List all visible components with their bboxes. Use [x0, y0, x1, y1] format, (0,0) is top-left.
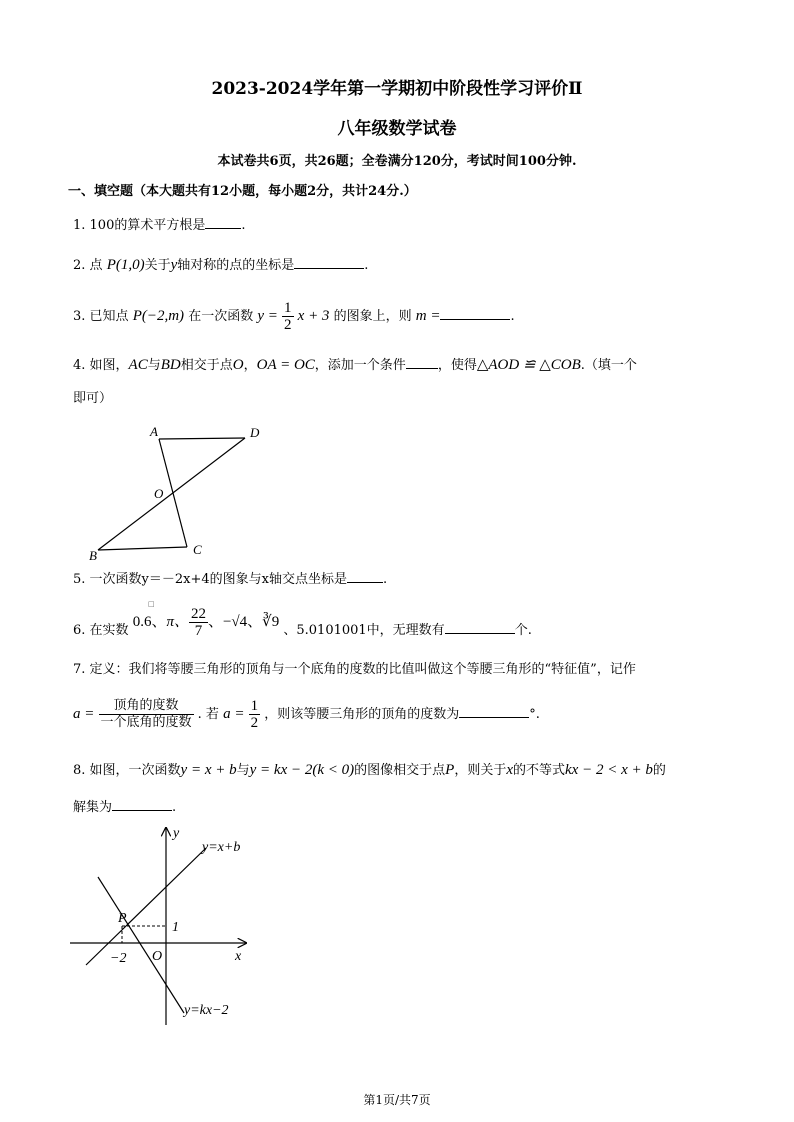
q8-pre: 8. 如图，一次函数	[73, 763, 181, 778]
q3-fraction: $\frac{1}{2}$	[284, 300, 292, 333]
q4-comma: ，	[243, 358, 257, 373]
q4-ac: AC	[128, 357, 148, 373]
answer-blank	[294, 254, 364, 269]
q3-post: 的图象上，则	[333, 309, 412, 324]
page-footer: 第1页/共7页	[363, 1093, 431, 1107]
label-c: C	[193, 542, 202, 557]
q8-p: P	[445, 762, 455, 778]
y-axis-label: y	[173, 826, 180, 841]
answer-blank	[347, 568, 383, 583]
q5-text: 5. 一次函数y＝－2x+4的图象与x轴交点坐标是	[73, 572, 347, 587]
q3-rhs: x + 3	[297, 308, 330, 324]
q4-bd: BD	[160, 357, 181, 373]
question-8-line2	[73, 796, 176, 818]
label-a: A	[150, 424, 158, 439]
point-p-label: P	[118, 911, 127, 926]
q1-text: 1. 100的算术平方根是	[73, 218, 206, 233]
question-4	[73, 354, 637, 376]
q7-a2: a =	[223, 706, 245, 722]
q8-mid3: 的不等式	[513, 763, 566, 778]
exam-info: 本试卷共6页，共26题；全卷满分120分，考试时间100分钟.	[217, 154, 577, 169]
q1-end: .	[241, 218, 246, 233]
q8-mid2: ，则关于	[454, 763, 507, 778]
line-y-kx-2	[98, 877, 184, 1013]
q7-mid: . 若	[197, 707, 219, 722]
question-2	[73, 254, 368, 276]
q4-line2: 即可）	[73, 391, 113, 406]
recurring-dot-mark: □	[148, 600, 155, 608]
q3-m: m =	[415, 308, 441, 324]
q4-triangles: △AOD ≌ △COB	[476, 357, 581, 373]
question-7-line1: 7. 定义：我们将等腰三角形的顶角与一个底角的度数的比值叫做这个等腰三角形的“特征值”，记作	[73, 662, 636, 677]
origin-label: O	[152, 949, 163, 964]
q2-point: P(1,0)	[106, 257, 145, 273]
q4-and: 与	[147, 358, 161, 373]
tick-neg2: −2	[110, 951, 127, 966]
q5-end: .	[382, 572, 388, 587]
q6-post: 、5.0101001中，无理数有	[283, 622, 445, 638]
figure-1	[80, 420, 280, 560]
q4-post2: ，使得	[437, 358, 477, 373]
q8-f1: y = x + b	[180, 762, 237, 778]
q3-lhs: y =	[257, 308, 278, 324]
q2-end: .	[364, 258, 369, 273]
q6-values: 0.6、π、 $\frac{22}{7}$ 、−√4、∛9	[132, 606, 280, 639]
tick-1: 1	[172, 920, 179, 935]
q3-mid: 在一次函数	[188, 309, 254, 324]
answer-blank	[205, 214, 241, 229]
q8-mid: 的图像相交于点	[354, 763, 446, 778]
question-8	[73, 760, 666, 781]
question-1	[73, 214, 246, 236]
answer-blank	[445, 619, 515, 634]
segment-bd	[98, 438, 245, 550]
q8-end2: .	[172, 800, 177, 815]
q8-line2: 解集为	[73, 800, 113, 815]
q8-end: 的	[652, 763, 666, 778]
q4-o: O	[232, 357, 244, 373]
q6-pre: 6. 在实数	[73, 622, 129, 638]
answer-blank	[440, 305, 510, 320]
q7-end: °.	[529, 707, 540, 722]
q2-post: 关于	[144, 258, 171, 273]
label-o: O	[154, 486, 164, 501]
q2-post2: 轴对称的点的坐标是	[177, 258, 295, 273]
question-6	[73, 606, 532, 647]
q4-post: ，添加一个条件	[314, 358, 406, 373]
question-3	[73, 300, 515, 333]
question-5	[73, 568, 387, 590]
segment-ad	[159, 438, 245, 439]
q3-point: P(−2,m)	[132, 308, 185, 324]
q4-pre: 4. 如图，	[73, 358, 129, 373]
q2-y: y	[170, 257, 178, 273]
q8-and: 与	[236, 763, 250, 778]
question-7-line2	[73, 698, 540, 731]
q4-end: .（填一个	[580, 358, 637, 373]
q4-eq: OA = OC	[256, 357, 315, 373]
q6-fraction: $\frac{22}{7}$	[190, 606, 206, 639]
section-heading: 一、填空题（本大题共有12小题，每小题2分，共计24分.）	[68, 184, 417, 199]
q7-fraction: $\frac{\text{顶角的度数}}{\text{一个底角的度数}}$	[100, 698, 192, 730]
line-y-x-b	[86, 848, 206, 965]
q8-x: x	[506, 762, 513, 778]
line1-label: y=x+b	[202, 840, 241, 855]
answer-blank	[112, 796, 172, 811]
segment-bc	[98, 547, 187, 550]
q2-pre: 2. 点	[73, 258, 103, 273]
x-axis-label: x	[235, 949, 242, 964]
q3-pre: 3. 已知点	[73, 309, 129, 324]
figure-2	[60, 820, 280, 1030]
q4-mid: 相交于点	[180, 358, 233, 373]
label-d: D	[250, 425, 260, 440]
exam-subtitle: 八年级数学试卷	[337, 119, 457, 139]
label-b: B	[89, 548, 97, 560]
q7-post: ，则该等腰三角形的顶角的度数为	[264, 707, 460, 722]
q7-fraction2: $\frac{1}{2}$	[250, 698, 259, 731]
q8-inequality: kx − 2 < x + b	[565, 762, 653, 778]
exam-title: 2023-2024学年第一学期初中阶段性学习评价Ⅱ	[211, 79, 583, 99]
answer-blank	[406, 354, 438, 369]
line2-label: y=kx−2	[184, 1003, 229, 1018]
answer-blank	[459, 703, 529, 718]
q6-end: 个.	[514, 622, 532, 638]
q8-f2: y = kx − 2(k < 0)	[249, 762, 355, 778]
q7-a: a =	[73, 706, 95, 722]
q3-end: .	[510, 309, 515, 324]
